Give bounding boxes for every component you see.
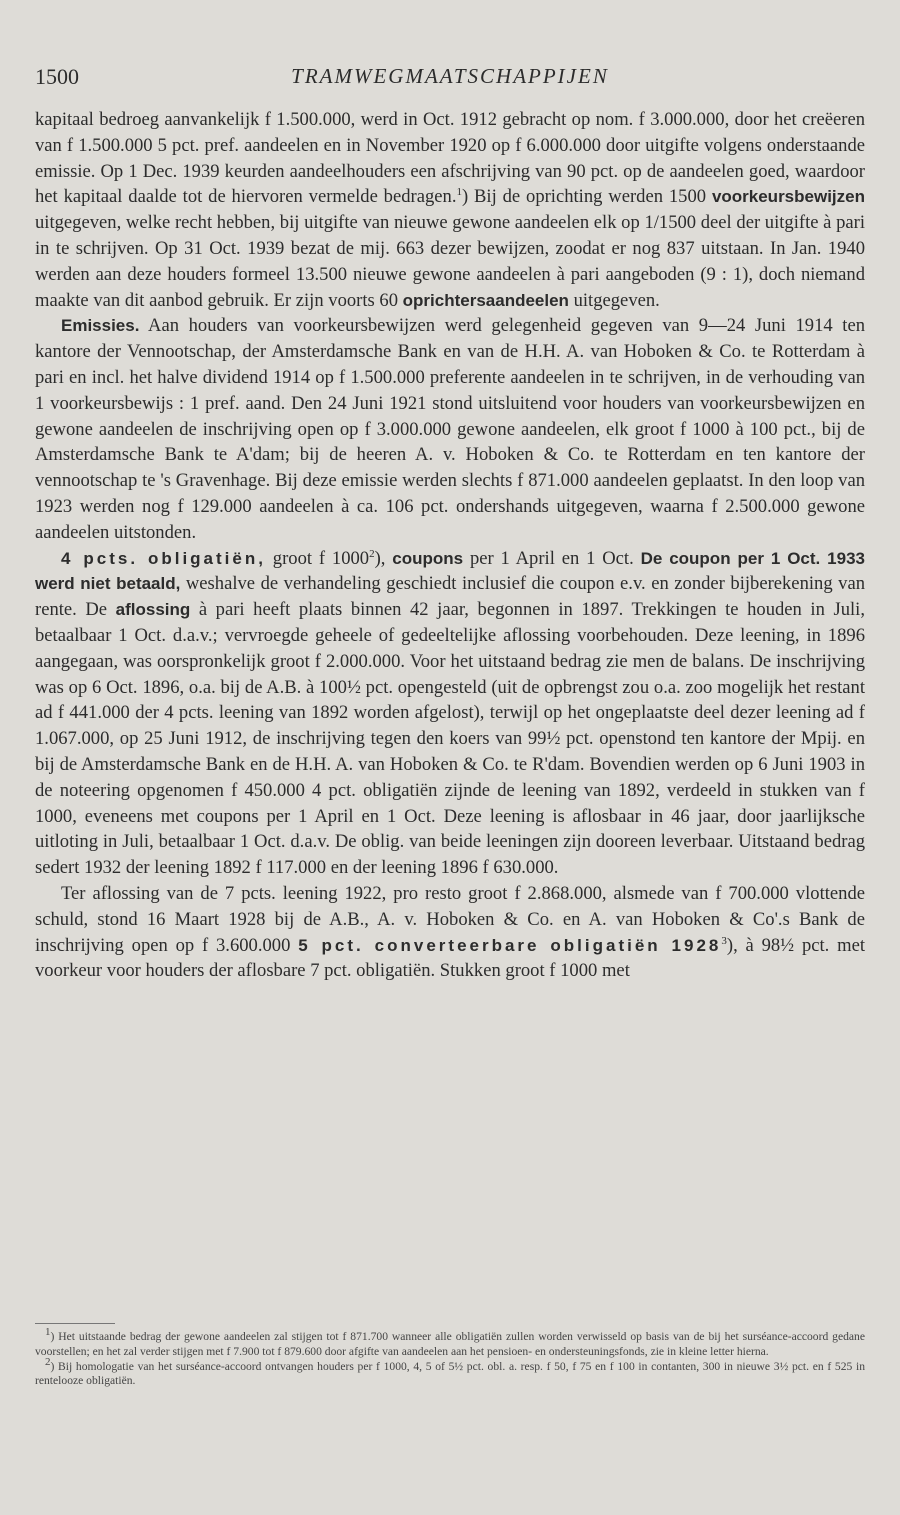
bold-term: aflossing xyxy=(115,600,191,620)
footnote xyxy=(35,1355,865,1390)
footnote-text: ) Bij homologatie van het surséance-accoord ontvangen houders per f 1000, 4, 5 of 5½ pct. obl. a. resp. f 50, f 75 en f 100 in contanten, 300 in nieuwe 3½ pct. en f 525 in rentelooze obligatiën. xyxy=(35,1359,865,1388)
text-run: ), xyxy=(374,547,393,569)
bold-term: oprichtersaandeelen xyxy=(402,290,569,310)
text-run: weshalve de verhandeling geschiedt inclusief die coupon e.v. en zonder bijberekening van rente. De xyxy=(35,573,865,621)
text-run: ) Bij de oprichting werden 1500 xyxy=(461,186,712,208)
text-run: à pari heeft plaats binnen 42 jaar, begonnen in 1897. Trekkingen te houden in Juli, betaalbaar 1 Oct. d.a.v.; vervroegde geheele of gedeeltelijke aflossing voorbehouden. Deze leening, in 1896 aangegaan, was oorspronkelijk groot f 2.000.000. Voor het uitstaand bedrag zie men de balans. De inschrijving was op 6 Oct. 1896, o.a. bij de A.B. à 100½ pct. opengesteld (uit de opbrengst zou o.a. zoo mogelijk het restant ad f 441.000 der 4 pcts. leening van 1892 worden afgelost), terwijl op het ongeplaatste deel dezer leening ad f 1.067.000, op 25 Juni 1912, de inschrijving tegen den koers van 99½ pct. openstond ten kantore der Mpij. en bij de Amsterdamsche Bank en de H.H. A. van Hoboken & Co. te R'dam. Bovendien werden op 6 Juni 1903 in de noteering opgenomen f 450.000 4 pct. obligatiën zijnde de leening van 1892, verdeeld in stukken van f 1000, eveneens met coupons per 1 April en 1 Oct. Deze leening is aflosbaar in 46 jaar, door jaarlijksche uitloting in Juli, betaalbaar 1 Oct. d.a.v. De oblig. van beide leeningen zijn dooreen leverbaar. Uitstaand bedrag sedert 1932 der leening 1892 f 117.000 en der leening 1896 f 630.000. xyxy=(35,599,865,879)
footnote-mark: 2 xyxy=(45,1355,51,1368)
paragraph-capital xyxy=(35,107,865,313)
paragraph-emissies xyxy=(35,313,865,545)
paragraph-conversion xyxy=(35,881,865,984)
page-number: 1500 xyxy=(35,64,79,89)
section-heading: Emissies. xyxy=(61,316,140,336)
footnote-ref: 3 xyxy=(721,934,727,947)
text-run: kapitaal bedroeg aanvankelijk f 1.500.000, werd in Oct. 1912 gebracht op nom. f 3.000.000, door het creëeren van f 1.500.000 5 pct. pref. aandeelen en in November 1920 op f 6.000.000 door uitgifte volgens onderstaande emissie. Op 1 Dec. 1939 keurden aandeelhouders een afschrijving van 90 pct. op de aandeelen goed, waardoor het kapitaal daalde tot de hiervoren vermelde bedragen. xyxy=(35,109,865,208)
body-text xyxy=(35,107,865,984)
footnote-rule xyxy=(35,1323,115,1324)
footnote xyxy=(35,1326,865,1360)
footnotes xyxy=(35,1326,865,1389)
footnote-mark: 1 xyxy=(45,1326,51,1339)
text-run: groot f 1000 xyxy=(265,547,370,569)
spaced-heading: 4 pcts. obligatiën, xyxy=(61,548,266,568)
page-header xyxy=(35,64,865,94)
text-run: uitgegeven, welke recht hebben, bij uitgifte van nieuwe gewone aandeelen elk op xyxy=(35,212,645,234)
bold-notice: De coupon per 1 Oct. 1933 werd niet betaald, xyxy=(35,548,865,594)
text-run: uitgegeven. xyxy=(568,289,660,311)
text-run: deel der uitgifte à pari in te schrijven. Op 31 Oct. 1939 bezat de mij. 663 dezer bewijzen, zoodat er nog 837 uitstaan. In Jan. 1940 werden aan deze houders formeel 13.500 nieuwe gewone aandeelen à pari aangeboden (9 : 1), doch niemand maakte van dit aanbod gebruik. Er zijn voorts 60 xyxy=(35,212,865,311)
bold-term: coupons xyxy=(392,548,464,568)
footnote-text: ) Het uitstaande bedrag der gewone aandeelen zal stijgen tot f 871.700 wanneer alle obligatiën zullen worden verwisseld op basis van de bij het surséance-accoord gedane voorstellen; en het zal verder stijgen met f 7.900 tot f 879.600 door afgifte van aandeelen aan het pensioen- en ondersteuningsfonds, zie in kleine letter hierna. xyxy=(35,1330,865,1358)
running-title: TRAMWEGMAATSCHAPPIJEN xyxy=(291,64,609,88)
text-run: per 1 April en 1 Oct. xyxy=(463,547,641,569)
footnote-ref: 1 xyxy=(456,186,462,199)
text-run: Aan houders van voorkeursbewijzen werd gelegenheid gegeven van 9—24 Juni 1914 ten kantore der Vennootschap, der Amsterdamsche Bank en van de H.H. A. van Hoboken & Co. te Rotterdam à pari en incl. het halve dividend 1914 op f 1.500.000 preferente aandeelen in te schrijven, in de verhouding van 1 voorkeursbewijs : 1 pref. aand. Den 24 Juni 1921 stond uitsluitend voor houders van voorkeursbewijzen en gewone aandeelen de inschrijving open op f 3.000.000 gewone aandeelen, elk groot f 1000 à 100 pct., bij de Amsterdamsche Bank te A'dam; bij de heeren A. v. Hoboken & Co. te Rotterdam en ten kantore der vennootschap te 's Gravenhage. Bij deze emissie werden slechts f 871.000 aandeelen geplaatst. In den loop van 1923 werden nog f 129.000 aandeelen à ca. 106 pct. ondershands uitgegeven, waarna f 2.500.000 gewone aandeelen uitstonden. xyxy=(35,315,865,543)
text-run: ), à 98½ pct. met voorkeur voor houders der aflosbare 7 pct. obligatiën. Stukken groot f 1000 met xyxy=(35,934,866,982)
bold-term: voorkeursbewijzen xyxy=(711,187,865,207)
footnote-ref: 2 xyxy=(369,547,375,560)
fraction: 1/1500 xyxy=(644,212,697,234)
text-run: Ter aflossing van de 7 pcts. leening 1922, pro resto groot f 2.868.000, alsmede van f 700.000 vlottende schuld, stond 16 Maart 1928 bij de A.B., A. v. Hoboken & Co. en A. van Hoboken & Co'.s Bank de inschrijving open op f 3.600.000 xyxy=(35,882,865,956)
paragraph-obligaties xyxy=(35,546,865,881)
spaced-heading: 5 pct. converteerbare obligatiën 1928 xyxy=(298,935,722,955)
